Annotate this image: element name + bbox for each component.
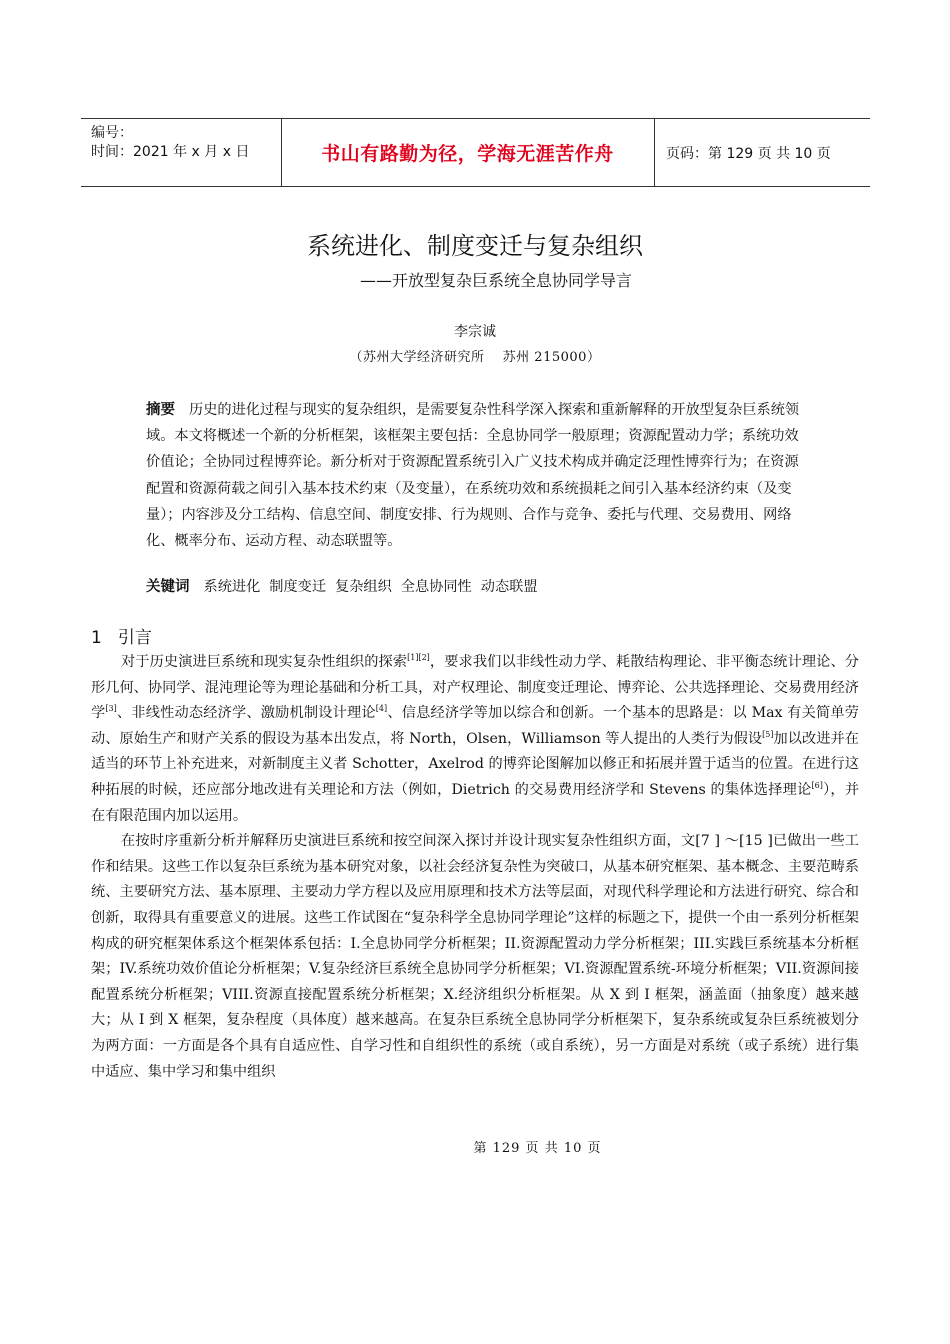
keywords-label: 关键词	[146, 579, 190, 595]
citation: [4]	[375, 704, 388, 714]
section-heading	[91, 623, 152, 648]
text-run: 、信息经济学等加以综合和创新。一个基本的思路是：以 Max 有关简单劳动、原始生产和财产关系的假设为基本出发点，将 North，Olsen，Williamson 等人提出的人类行为假设	[91, 705, 859, 747]
page-footer: 第 129 页 共 10 页	[473, 1141, 602, 1156]
document-header	[81, 118, 870, 187]
header-meta-cell	[81, 119, 282, 186]
abstract-block	[146, 397, 806, 554]
time-label: 时间：2021 年 x 月 x 日	[91, 144, 250, 160]
number-label: 编号：	[91, 125, 133, 141]
citation: [5]	[762, 729, 774, 739]
citation: [3]	[105, 704, 117, 714]
body-text	[91, 650, 859, 1085]
text-run: 对于历史演进巨系统和现实复杂性组织的探索	[121, 654, 408, 670]
text-run: ，要求我们以非线性动力学、耗散结构理论、非平衡态统计理论、分形几何、协同学、混沌理论等为理论基础和分析工具，对产权理论、制度变迁理论、博弈论、公共选择理论、交易费用经济学	[91, 654, 859, 722]
paragraph: 在按时序重新分析并解释历史演进巨系统和按空间深入探讨并设计现实复杂性组织方面，文[7 ] ～[15 ]已做出一些工作和结果。这些工作以复杂巨系统为基本研究对象，以社会经济复杂性为突破口，从基本研究框架、基本概念、主要范畴系统、主要研究方法、基本原理、主要动力学方程以及应用原理和技术方法等层面，对现代科学理论和方法进行研究、综合和创新，取得具有重要意义的进展。这些工作试图在“复杂科学全息协同学理论”这样的标题之下，提供一个由一系列分析框架构成的研究框架体系这个框架体系包括：I.全息协同学分析框架；II.资源配置动力学分析框架；III.实践巨系统基本分析框架；IV.系统功效价值论分析框架；V.复杂经济巨系统全息协同学分析框架；VI.资源配置系统-环境分析框架；VII.资源间接配置系统分析框架；VIII.资源直接配置系统分析框架；X.经济组织分析框架。从 X 到 I 框架，涵盖面（抽象度）越来越大；从 I 到 X 框架，复杂程度（具体度）越来越高。在复杂巨系统全息协同学分析框架下，复杂系统或复杂巨系统被划分为两方面：一方面是各个具有自适应性、自学习性和自组织性的系统（或自系统），另一方面是对系统（或子系统）进行集中适应、集中学习和集中组织	[91, 833, 859, 1080]
author-name: 李宗诚	[454, 324, 496, 340]
keywords-block	[146, 574, 806, 600]
abstract-label: 摘要	[146, 402, 175, 418]
header-motto: 书山有路勤为径，学海无涯苦作舟	[281, 119, 655, 186]
text-run: 、非线性动态经济学、激励机制设计理论	[116, 705, 376, 722]
text-run: 加以改进并在适当的环节上补充进来，对新制度主义者 Schotter，Axelrod 的博弈论图解加以修正和拓展并置于适当的位置。在进行这种拓展的时候，还应部分地改进有关理论和方法（例如，Dietrich 的交易费用经济学和 Stevens 的集体选择理论	[91, 730, 859, 798]
section-title: 引言	[117, 628, 152, 648]
keywords-text: 系统进化 制度变迁 复杂组织 全息协同性 动态联盟	[203, 579, 538, 595]
text-run: ），并在有限范围内加以运用。	[91, 781, 860, 824]
header-page-info: 页码：第 129 页 共 10 页	[666, 145, 831, 162]
citation: [1][2]	[407, 653, 430, 662]
citation: [6]	[811, 780, 823, 790]
paragraph	[91, 650, 859, 829]
article-title: 系统进化、制度变迁与复杂组织	[307, 232, 643, 260]
article-subtitle: ——开放型复杂巨系统全息协同学导言	[359, 271, 632, 290]
section-number: 1	[91, 628, 102, 648]
abstract-text: 历史的进化过程与现实的复杂组织，是需要复杂性科学深入探索和重新解释的开放型复杂巨系统领域。本文将概述一个新的分析框架，该框架主要包括：全息协同学一般原理；资源配置动力学；系统功效价值论；全协同过程博弈论。新分析对于资源配置系统引入广义技术构成并确定泛理性博弈行为；在资源配置和资源荷载之间引入基本技术约束（及变量），在系统功效和系统损耗之间引入基本经济约束（及变量）；内容涉及分工结构、信息空间、制度安排、行为规则、合作与竞争、委托与代理、交易费用、网络化、概率分布、运动方程、动态联盟等。	[146, 402, 800, 550]
author-affiliation: （苏州大学经济研究所 苏州 215000）	[349, 350, 601, 365]
